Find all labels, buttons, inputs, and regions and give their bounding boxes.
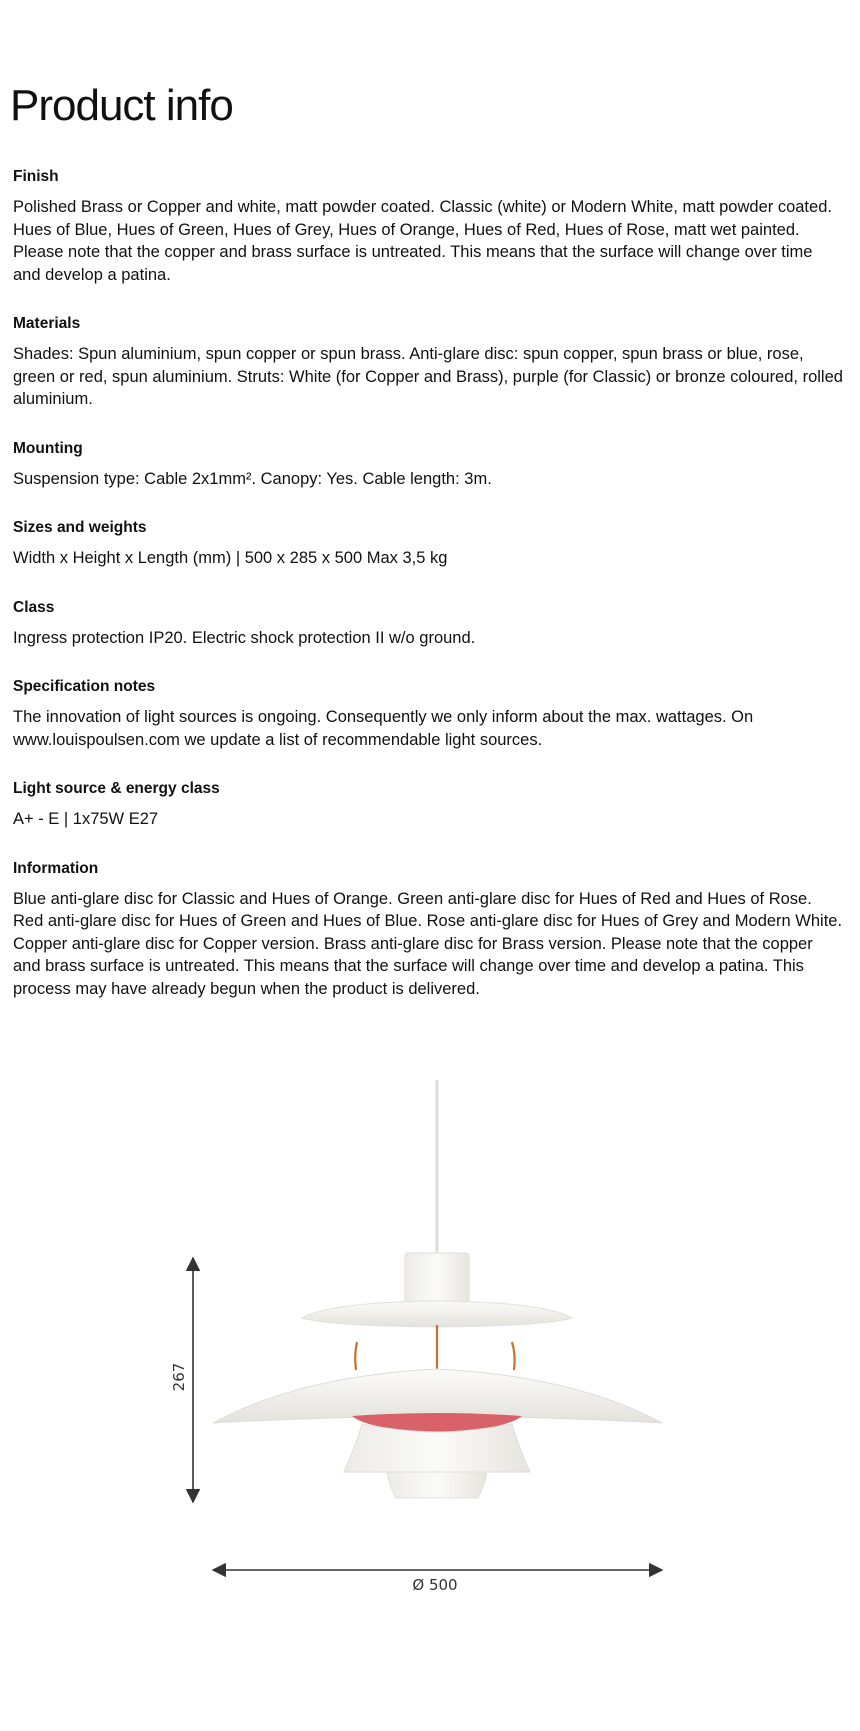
section-body: Polished Brass or Copper and white, matt powder coated. Classic (white) or Modern White, matt powder coated. Hues of Blue, Hues of Green, Hues of Grey, Hues of Orange, Hues of Red, Hues of Rose, matt wet painted. Please note that the copper and brass surface is untreated. This means that the surface will change over time and develop a patina.	[13, 198, 832, 284]
section-light-source	[13, 778, 843, 831]
section-heading: Mounting	[13, 439, 83, 457]
section-heading: Class	[13, 598, 55, 616]
section-body: A+ - E | 1x75W E27	[13, 810, 159, 828]
section-sizes-weights	[13, 517, 843, 570]
section-materials	[13, 313, 843, 411]
lamp-illustration	[213, 1080, 662, 1498]
width-dimension-label: Ø 500	[412, 1576, 458, 1594]
section-heading: Light source & energy class	[13, 780, 220, 797]
lamp-bottom-cap	[387, 1472, 487, 1498]
lamp-upper-shade	[302, 1301, 572, 1327]
section-heading: Materials	[13, 315, 81, 332]
section-heading: Finish	[13, 168, 59, 185]
section-heading: Specification notes	[13, 678, 156, 695]
section-body: Ingress protection IP20. Electric shock protection II w/o ground.	[13, 628, 476, 647]
section-class	[13, 597, 843, 650]
lamp-top-cylinder	[405, 1253, 469, 1305]
section-mounting	[13, 438, 843, 491]
section-heading: Sizes and weights	[13, 519, 147, 536]
product-info-list	[13, 166, 843, 1027]
height-dimension-label: 267	[170, 1362, 188, 1392]
section-heading: Information	[13, 859, 99, 877]
section-body: Suspension type: Cable 2x1mm². Canopy: Yes. Cable length: 3m.	[13, 469, 492, 488]
section-body: Blue anti-glare disc for Classic and Hues of Orange. Green anti-glare disc for Hues of Red and Hues of Rose. Red anti-glare disc for Hues of Green and Hues of Blue. Rose anti-glare disc for Hues of Grey and Modern White. Copper anti-glare disc for Copper version. Brass anti-glare disc for Brass version. Please note that the copper and brass surface is untreated. This means that the surface will change over time and develop a patina. This process may have already begun when the product is delivered.	[13, 889, 843, 998]
section-finish	[13, 166, 843, 286]
section-body: The innovation of light sources is ongoing. Consequently we only inform about the max. wattages. On www.louispoulsen.com we update a list of recommendable light sources.	[13, 708, 754, 749]
page-title: Product info	[10, 81, 233, 130]
lamp-dimension-diagram	[0, 1080, 860, 1640]
section-information	[13, 858, 843, 1001]
section-body: Width x Height x Length (mm) | 500 x 285 x 500 Max 3,5 kg	[13, 549, 448, 567]
section-body: Shades: Spun aluminium, spun copper or spun brass. Anti-glare disc: spun copper, spun brass or blue, rose, green or red, spun aluminium. Struts: White (for Copper and Brass), purple (for Classic) or bronze coloured, rolled aluminium.	[13, 345, 843, 408]
section-specification-notes	[13, 676, 843, 751]
